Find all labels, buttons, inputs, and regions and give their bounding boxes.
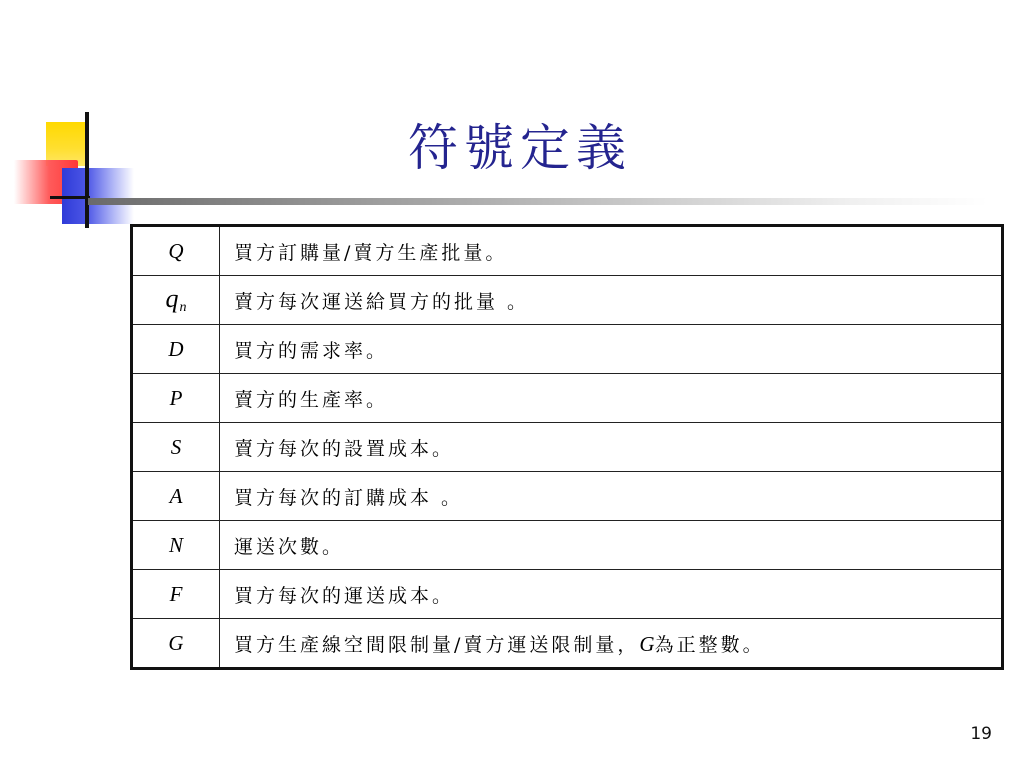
symbol-cell (132, 570, 220, 619)
description-text-pre: 買方生產線空間限制量/賣方運送限制量， (234, 633, 640, 656)
table-row (132, 325, 1003, 374)
symbol: q (165, 284, 179, 313)
description-variable: G (639, 631, 655, 656)
symbol-cell (132, 619, 220, 669)
symbol: D (168, 336, 184, 361)
description-cell: 買方每次的訂購成本 。 (220, 472, 1003, 521)
symbol-cell (132, 374, 220, 423)
symbol-cell (132, 423, 220, 472)
description-cell: 買方每次的運送成本。 (220, 570, 1003, 619)
symbol: N (168, 532, 183, 557)
description-text-post: 為正整數。 (654, 633, 765, 656)
description-cell: 買方訂購量/賣方生產批量。 (220, 226, 1003, 276)
table-row (132, 619, 1003, 669)
symbol: A (169, 483, 183, 508)
table-row (132, 521, 1003, 570)
symbol: P (169, 385, 183, 410)
symbol: Q (168, 238, 184, 263)
symbol: F (169, 581, 183, 606)
title-underline (88, 198, 988, 205)
description-cell: 賣方的生產率。 (220, 374, 1003, 423)
table-row (132, 472, 1003, 521)
table-row (132, 374, 1003, 423)
description-cell: 買方的需求率。 (220, 325, 1003, 374)
table-row (132, 226, 1003, 276)
symbol-cell (132, 521, 220, 570)
symbol-definition-table (130, 224, 1004, 670)
symbol: G (168, 630, 184, 655)
table-row (132, 570, 1003, 619)
page-number: 19 (970, 724, 992, 744)
description-cell (220, 619, 1003, 669)
horizontal-line-decoration (50, 196, 90, 199)
symbol: S (170, 434, 182, 459)
description-cell: 運送次數。 (220, 521, 1003, 570)
description-cell: 賣方每次運送給買方的批量 。 (220, 276, 1003, 325)
symbol-cell (132, 276, 220, 325)
vertical-line-decoration (85, 112, 89, 228)
symbol-cell (132, 325, 220, 374)
symbol-subscript: n (179, 300, 187, 315)
table-row (132, 276, 1003, 325)
slide-title: 符號定義 (408, 119, 632, 177)
symbol-cell (132, 472, 220, 521)
symbol-cell (132, 226, 220, 276)
description-cell: 賣方每次的設置成本。 (220, 423, 1003, 472)
table-row (132, 423, 1003, 472)
